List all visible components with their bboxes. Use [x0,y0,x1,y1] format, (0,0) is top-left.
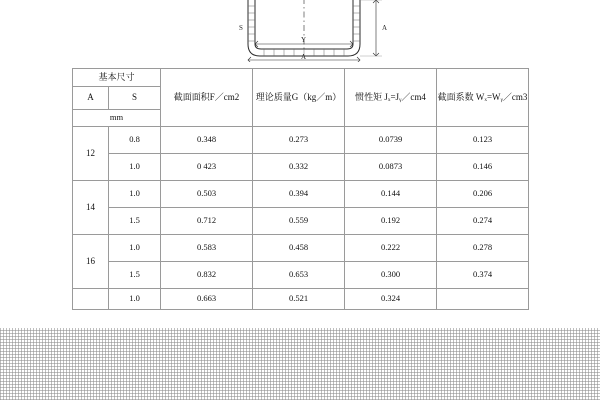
cell-j: 0.144 [345,181,437,208]
cell-f: 0.503 [161,181,253,208]
cell-g: 0.394 [253,181,345,208]
table-row [73,127,529,154]
channel-cross-section-figure [230,0,395,62]
table-row [73,235,529,262]
cell-a: 14 [73,181,109,235]
table-row [73,181,529,208]
cell-f: 0.712 [161,208,253,235]
cell-f: 0 423 [161,154,253,181]
cell-w: 0.278 [437,235,529,262]
cell-f: 0.348 [161,127,253,154]
header-theoretical-mass: 理论质量G（kg／m） [253,69,345,127]
cell-w: 0.374 [437,262,529,289]
spec-table [72,68,529,310]
cell-s: 1.0 [109,289,161,310]
cell-a [73,289,109,310]
cell-j: 0.300 [345,262,437,289]
cell-s: 1.0 [109,154,161,181]
cell-g: 0.653 [253,262,345,289]
cell-g: 0.458 [253,235,345,262]
dithered-bottom-region [0,328,600,400]
cell-f: 0.663 [161,289,253,310]
table-row [73,289,529,310]
table-row [73,208,529,235]
cell-s: 1.0 [109,235,161,262]
header-col-s: S [109,87,161,110]
cell-s: 1.5 [109,262,161,289]
cell-j: 0.0873 [345,154,437,181]
cell-s: 1.5 [109,208,161,235]
cell-j: 0.324 [345,289,437,310]
cell-f: 0.583 [161,235,253,262]
cell-f: 0.832 [161,262,253,289]
table-header-row-group [73,69,529,87]
header-section-modulus: 截面系数 Wₓ=Wᵧ／cm3 [437,69,529,127]
cell-g: 0.521 [253,289,345,310]
cell-a: 12 [73,127,109,181]
cell-j: 0.0739 [345,127,437,154]
fade-overlay [0,318,600,328]
cell-w: 0.146 [437,154,529,181]
cell-s: 1.0 [109,181,161,208]
header-col-a: A [73,87,109,110]
cell-s: 0.8 [109,127,161,154]
dim-label-inner-width: Y [301,36,307,44]
cell-g: 0.559 [253,208,345,235]
cell-w [437,289,529,310]
dim-label-thickness: S [239,24,243,32]
cell-w: 0.274 [437,208,529,235]
cell-j: 0.192 [345,208,437,235]
header-section-area: 截面面积F／cm2 [161,69,253,127]
cell-w: 0.206 [437,181,529,208]
table-row [73,154,529,181]
dim-label-height: A [382,24,388,32]
spec-table-container [72,68,528,310]
cell-a: 16 [73,235,109,289]
header-unit-mm: mm [73,110,161,127]
cell-g: 0.273 [253,127,345,154]
header-basic-size: 基本尺寸 [73,69,161,87]
cell-g: 0.332 [253,154,345,181]
dim-label-outer-width: A [301,53,307,61]
cell-w: 0.123 [437,127,529,154]
table-row [73,262,529,289]
header-moment-of-inertia: 惯性矩 Jₓ=Jᵧ／cm4 [345,69,437,127]
cell-j: 0.222 [345,235,437,262]
